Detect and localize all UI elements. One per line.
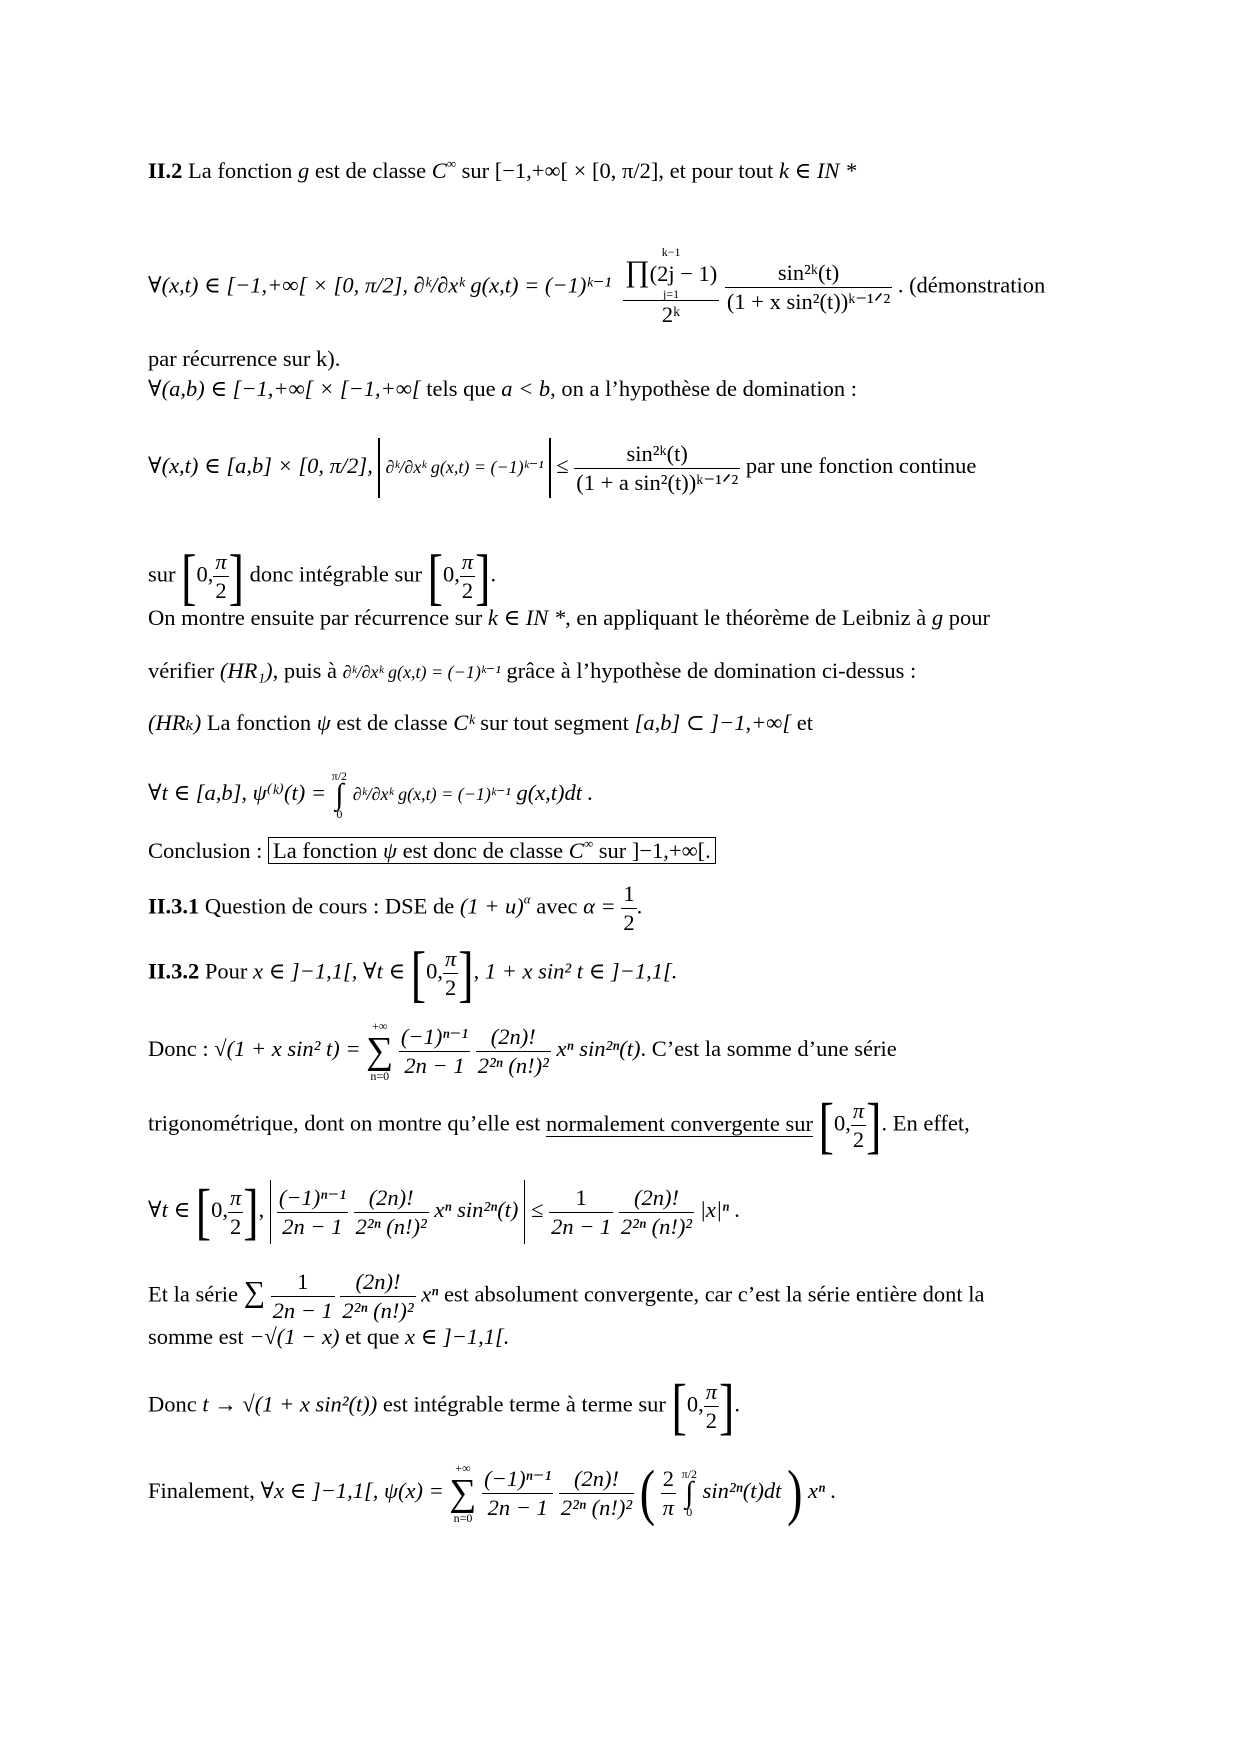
numerator: (2n)! [559, 1465, 634, 1494]
text: est de classe [314, 158, 427, 183]
math-psi: ψ [382, 838, 397, 863]
math-x: x ∈ ]−1,1[. [405, 1324, 510, 1349]
text: est de classe [336, 710, 448, 735]
var-g: g [931, 605, 944, 630]
fraction [623, 246, 719, 329]
fraction-sin [574, 440, 740, 497]
fraction-half [621, 880, 636, 937]
numerator: sin²ᵏ(t) [725, 259, 892, 288]
fraction-pi-2 [443, 945, 458, 1002]
fraction-pi-2 [460, 548, 475, 605]
underlined-text: normalement convergente sur [546, 1110, 814, 1136]
int-upper: π/2 [331, 769, 348, 783]
denominator: 2 [705, 1408, 717, 1433]
math-psik: ψ⁽ᵏ⁾(t) = [252, 780, 327, 806]
math-forall: ∀t ∈ [a,b], [148, 780, 247, 806]
line-somme [148, 1323, 1093, 1351]
math-term: xⁿ sin²ⁿ(t) [556, 1036, 641, 1062]
math-eq: α = [583, 893, 616, 919]
int-symbol: ∫ [685, 1476, 694, 1509]
bracket: ] [243, 1176, 259, 1246]
math-sup: ∞ [583, 836, 594, 851]
line-series-sqrt [148, 1020, 1093, 1082]
prod-upper: k−1 [661, 245, 681, 259]
line-II-3-2: II.3.2 Pour x ∈ ]−1,1[, ∀t ∈ [0, $\frac{\pi}{2}$ ], 1 + x sin² t ∈ ]−1,1[. [148, 938, 678, 1008]
text: Et la série [148, 1281, 238, 1307]
prod-symbol: ∏ [624, 255, 650, 288]
sum-lower: n=0 [453, 1511, 473, 1525]
math-forall: ∀(x,t) ∈ [−1,+∞[ × [0, π/2], [148, 272, 408, 298]
numerator: π [443, 945, 458, 974]
bracket: [ [671, 1371, 687, 1441]
bracket: [ [181, 541, 197, 611]
numerator: π [704, 1378, 719, 1407]
int-upper: π/2 [681, 1467, 697, 1481]
math-integrand: sin²ⁿ(t)dt [702, 1478, 782, 1504]
text: Pour [204, 958, 248, 984]
denominator: 2²ⁿ (n!)² [560, 1494, 633, 1520]
math-segment: [a,b] ⊂ ]−1,+∞[ [634, 710, 792, 735]
math: 0, [211, 1197, 228, 1223]
math-C: C [431, 158, 447, 183]
text: par récurrence sur k). [148, 346, 341, 371]
paren: ( [639, 1457, 656, 1527]
math-k: k ∈ IN * [487, 605, 566, 630]
line-II-3-1 [148, 880, 1093, 937]
line-domination-intro [148, 375, 1093, 403]
paren: ) [787, 1457, 803, 1527]
numerator: (2n)! [354, 1184, 429, 1213]
text: . En effet, [881, 1110, 970, 1136]
fraction [271, 1268, 335, 1325]
text: avec [536, 893, 578, 919]
text: Question de cours : DSE de [204, 893, 455, 919]
integral [332, 770, 347, 820]
fraction [476, 1023, 551, 1080]
numerator: (2n)! [340, 1268, 415, 1297]
math-leq: ≤ [531, 1197, 544, 1223]
text: , et pour tout [658, 158, 774, 183]
math-forall-ab: ∀(a,b) ∈ [−1,+∞[ × [−1,+∞[ [148, 376, 421, 401]
line-integrable [148, 541, 1093, 611]
fraction [549, 1184, 613, 1241]
denominator: 2n − 1 [272, 1298, 333, 1323]
math-term: xⁿ . [808, 1478, 837, 1504]
fraction [340, 1268, 415, 1325]
numerator: 1 [549, 1184, 613, 1213]
line-II-2 [148, 150, 1093, 185]
text: Conclusion : [148, 838, 263, 863]
text: somme est [148, 1324, 244, 1349]
math-sqrt: √(1 + x sin² t) = [214, 1036, 361, 1062]
text: sur [461, 158, 490, 183]
sum-upper: +∞ [372, 1019, 388, 1033]
text: par une fonction continue [745, 453, 977, 479]
fraction-2-pi [661, 1465, 676, 1522]
sum-lower: n=0 [370, 1069, 390, 1083]
section-label-II-3-2: II.3.2 [148, 958, 200, 984]
denominator: 2n − 1 [404, 1052, 465, 1078]
line-hrk [148, 709, 1093, 737]
math-term: xⁿ [421, 1281, 439, 1307]
numerator: (−1)ⁿ⁻¹ [482, 1465, 553, 1494]
text: sur [148, 561, 176, 587]
denominator: 2²ⁿ (n!)² [355, 1213, 427, 1239]
abs-bar [270, 1180, 271, 1244]
math: 0, [834, 1110, 851, 1136]
fraction-sin [725, 259, 892, 316]
text: sur [598, 838, 627, 863]
text: tels que [426, 376, 496, 401]
math-expr: −√(1 − x) [249, 1324, 340, 1349]
prod-lower: j=1 [663, 287, 680, 301]
math-hrk: (HRₖ) [148, 710, 202, 735]
math-term: xⁿ sin²ⁿ(t) [434, 1197, 519, 1223]
fraction [399, 1023, 470, 1080]
sum-block [366, 1020, 393, 1082]
math-derivative: ∂ᵏ/∂xᵏ g(x,t) = (−1)ᵏ⁻¹ [352, 784, 511, 805]
math-derivative: ∂ᵏ/∂xᵏ g(x,t) = (−1)ᵏ⁻¹ [342, 662, 501, 682]
text: et [796, 710, 813, 735]
fraction [559, 1465, 634, 1522]
math: 0, [196, 561, 214, 587]
text: La fonction [188, 158, 293, 183]
numerator: π [460, 548, 475, 577]
line-psi-k [148, 770, 1093, 820]
denominator: 2n − 1 [487, 1494, 548, 1520]
math-leq: ≤ [556, 453, 569, 479]
fraction [482, 1465, 553, 1522]
sum-upper: +∞ [455, 1461, 471, 1475]
int-lower: 0 [336, 807, 343, 821]
denominator: 2 [444, 975, 457, 1000]
int-lower: 0 [686, 1505, 693, 1519]
denominator: 2ᵏ [661, 302, 681, 327]
bracket: ] [458, 938, 474, 1008]
abs-bar [549, 438, 550, 498]
int-symbol: ∫ [335, 778, 344, 811]
math-psi: ψ [316, 710, 331, 735]
numerator: sin²ᵏ(t) [574, 440, 740, 469]
var-g: g [297, 158, 310, 183]
text: vérifier [148, 658, 215, 683]
fraction-pi-2 [228, 1184, 243, 1241]
text: . [734, 1391, 740, 1417]
math-expr: t → √(1 + x sin²(t)) [202, 1391, 378, 1417]
sum-symbol: ∑ [243, 1275, 265, 1309]
math-sup: α [523, 891, 531, 907]
sum-block [449, 1462, 476, 1524]
math-k: k ∈ IN * [778, 158, 857, 183]
text: La fonction [273, 838, 378, 863]
line-conclusion [148, 830, 1093, 865]
fraction [277, 1184, 348, 1241]
denominator: π [662, 1494, 674, 1520]
math-sup: ∞ [446, 156, 456, 171]
conclusion-box [268, 837, 716, 864]
numerator: (−1)ⁿ⁻¹ [277, 1184, 348, 1213]
math-psi: ψ(x) = [384, 1478, 444, 1504]
numerator: π [213, 548, 228, 577]
numerator: (2n)! [619, 1184, 694, 1213]
line-normal-bound: ∀t ∈ [0, $\frac{\pi}{2}$ ], $\frac{\text{(−1)ⁿ⁻¹}}{2n - 1}$ $\frac{(2n)!}{\text{2²ⁿ (n!)²}}$ xⁿ sin²ⁿ(t) ≤ $\frac{1}{2n - 1}$ $\frac{(2n)!}{\text{2²ⁿ (n!)²}}$ |x|ⁿ . [148, 1176, 741, 1246]
denominator: 2²ⁿ (n!)² [477, 1052, 549, 1078]
bracket: [ [195, 1176, 212, 1246]
denominator: 2 [852, 1127, 865, 1152]
fraction-pi-2 [851, 1097, 866, 1154]
math-cond: a < b [501, 376, 551, 401]
text: sur tout segment [480, 710, 629, 735]
math-interval: ]−1,+∞[ [631, 838, 706, 863]
math-Ck: Cᵏ [453, 710, 475, 735]
abs-bar [378, 438, 379, 498]
sum-symbol: ∑ [449, 1472, 477, 1514]
text: est intégrable terme à terme sur [382, 1391, 666, 1417]
text: . [490, 561, 497, 587]
math-interval: [−1,+∞[ × [0, π/2] [494, 158, 659, 183]
math-x: x ∈ ]−1,1[, [253, 958, 358, 984]
numerator: 1 [621, 880, 636, 909]
denominator: 2²ⁿ (n!)² [620, 1213, 693, 1239]
numerator: 2 [661, 1465, 676, 1494]
text: . (démonstration [897, 272, 1046, 298]
text: Donc : [148, 1036, 209, 1062]
bracket: ] [475, 541, 491, 611]
bracket: [ [818, 1090, 834, 1160]
math-expr: (1 + u) [459, 893, 524, 919]
denominator: (1 + x sin²(t))ᵏ⁻¹ᐟ² [726, 289, 891, 314]
fraction-pi-2 [704, 1378, 719, 1435]
denominator: 2 [215, 578, 227, 603]
text: La fonction [206, 710, 312, 735]
product-block [623, 246, 719, 329]
denominator: (1 + a sin²(t))ᵏ⁻¹ᐟ² [576, 469, 739, 495]
text: . [705, 838, 711, 863]
text: et que [345, 1324, 400, 1349]
bracket: [ [427, 541, 443, 611]
numerator [623, 246, 719, 301]
denominator: 2 [461, 578, 474, 603]
line-verifier [148, 657, 1093, 686]
text: est absolument convergente, car c’est la série entière dont la [443, 1281, 985, 1307]
math-forall: ∀t ∈ [363, 958, 406, 984]
line-trigonometric [148, 1090, 1093, 1160]
math: 0, [426, 958, 443, 984]
text: donc intégrable sur [249, 561, 423, 587]
bracket: [ [410, 938, 427, 1008]
numerator: 1 [271, 1268, 335, 1297]
text: est donc de classe [402, 838, 564, 863]
text: pour [948, 605, 990, 630]
section-label-II-3-1: II.3.1 [148, 893, 200, 919]
text: On montre ensuite par récurrence sur [148, 605, 483, 630]
text: . [636, 893, 643, 919]
text: , en appliquant le théorème de Leibniz à [565, 605, 927, 630]
text: , puis à [272, 658, 338, 683]
numerator: (2n)! [476, 1023, 551, 1052]
numerator: π [851, 1097, 866, 1126]
denominator: 2n − 1 [551, 1213, 612, 1239]
text: Finalement, [148, 1478, 255, 1504]
denominator: 2 [229, 1213, 242, 1239]
fraction [354, 1184, 429, 1241]
math-forall: ∀t ∈ [148, 1197, 191, 1223]
math-derivative: ∂ᵏ/∂xᵏ g(x,t) = (−1)ᵏ⁻¹ [385, 457, 544, 478]
bracket: ] [718, 1371, 735, 1441]
math-hr1: (HR₁) [219, 658, 273, 683]
line-domination-bound [148, 438, 1093, 498]
sum-symbol: ∑ [366, 1030, 394, 1072]
math-forall: ∀x ∈ ]−1,1[, [260, 1478, 379, 1504]
bracket: ] [228, 541, 244, 611]
bracket: ] [866, 1090, 882, 1160]
section-label-II-2: II.2 [148, 158, 183, 183]
text: grâce à l’hypothèse de domination ci-dessus : [506, 658, 917, 683]
math-forall: ∀(x,t) ∈ [a,b] × [0, π/2], [148, 453, 373, 479]
math-integrand: g(x,t)dt . [516, 780, 594, 806]
line-absolute-convergence [148, 1268, 1093, 1325]
numerator: (−1)ⁿ⁻¹ [399, 1023, 470, 1052]
line-derivative-formula [148, 246, 1093, 329]
abs-bar [524, 1180, 525, 1244]
line-recurrence [148, 345, 1093, 373]
numerator: π [228, 1184, 243, 1213]
math: 0, [686, 1391, 704, 1417]
math: 0, [442, 561, 460, 587]
math-term: |x|ⁿ . [699, 1197, 741, 1223]
denominator: 2²ⁿ (n!)² [342, 1298, 414, 1323]
denominator: 2n − 1 [282, 1213, 343, 1239]
line-term-by-term [148, 1371, 1093, 1441]
prod-body: (2j − 1) [649, 261, 718, 286]
math-expr: 1 + x sin² t ∈ ]−1,1[. [484, 958, 678, 984]
fraction [619, 1184, 694, 1241]
line-finalement [148, 1457, 1093, 1527]
math-derivative: ∂ᵏ/∂xᵏ g(x,t) = (−1)ᵏ⁻¹ [413, 272, 612, 298]
math-C: C [568, 838, 584, 863]
text: trigonométrique, dont on montre qu’elle est [148, 1110, 541, 1136]
text: . C’est la somme d’une série [640, 1036, 897, 1062]
fraction-pi-2 [213, 548, 228, 605]
text: Donc [148, 1391, 197, 1417]
text: , on a l’hypothèse de domination : [550, 376, 857, 401]
line-leibniz [148, 604, 1093, 632]
denominator: 2 [623, 910, 635, 935]
integral [682, 1468, 697, 1518]
